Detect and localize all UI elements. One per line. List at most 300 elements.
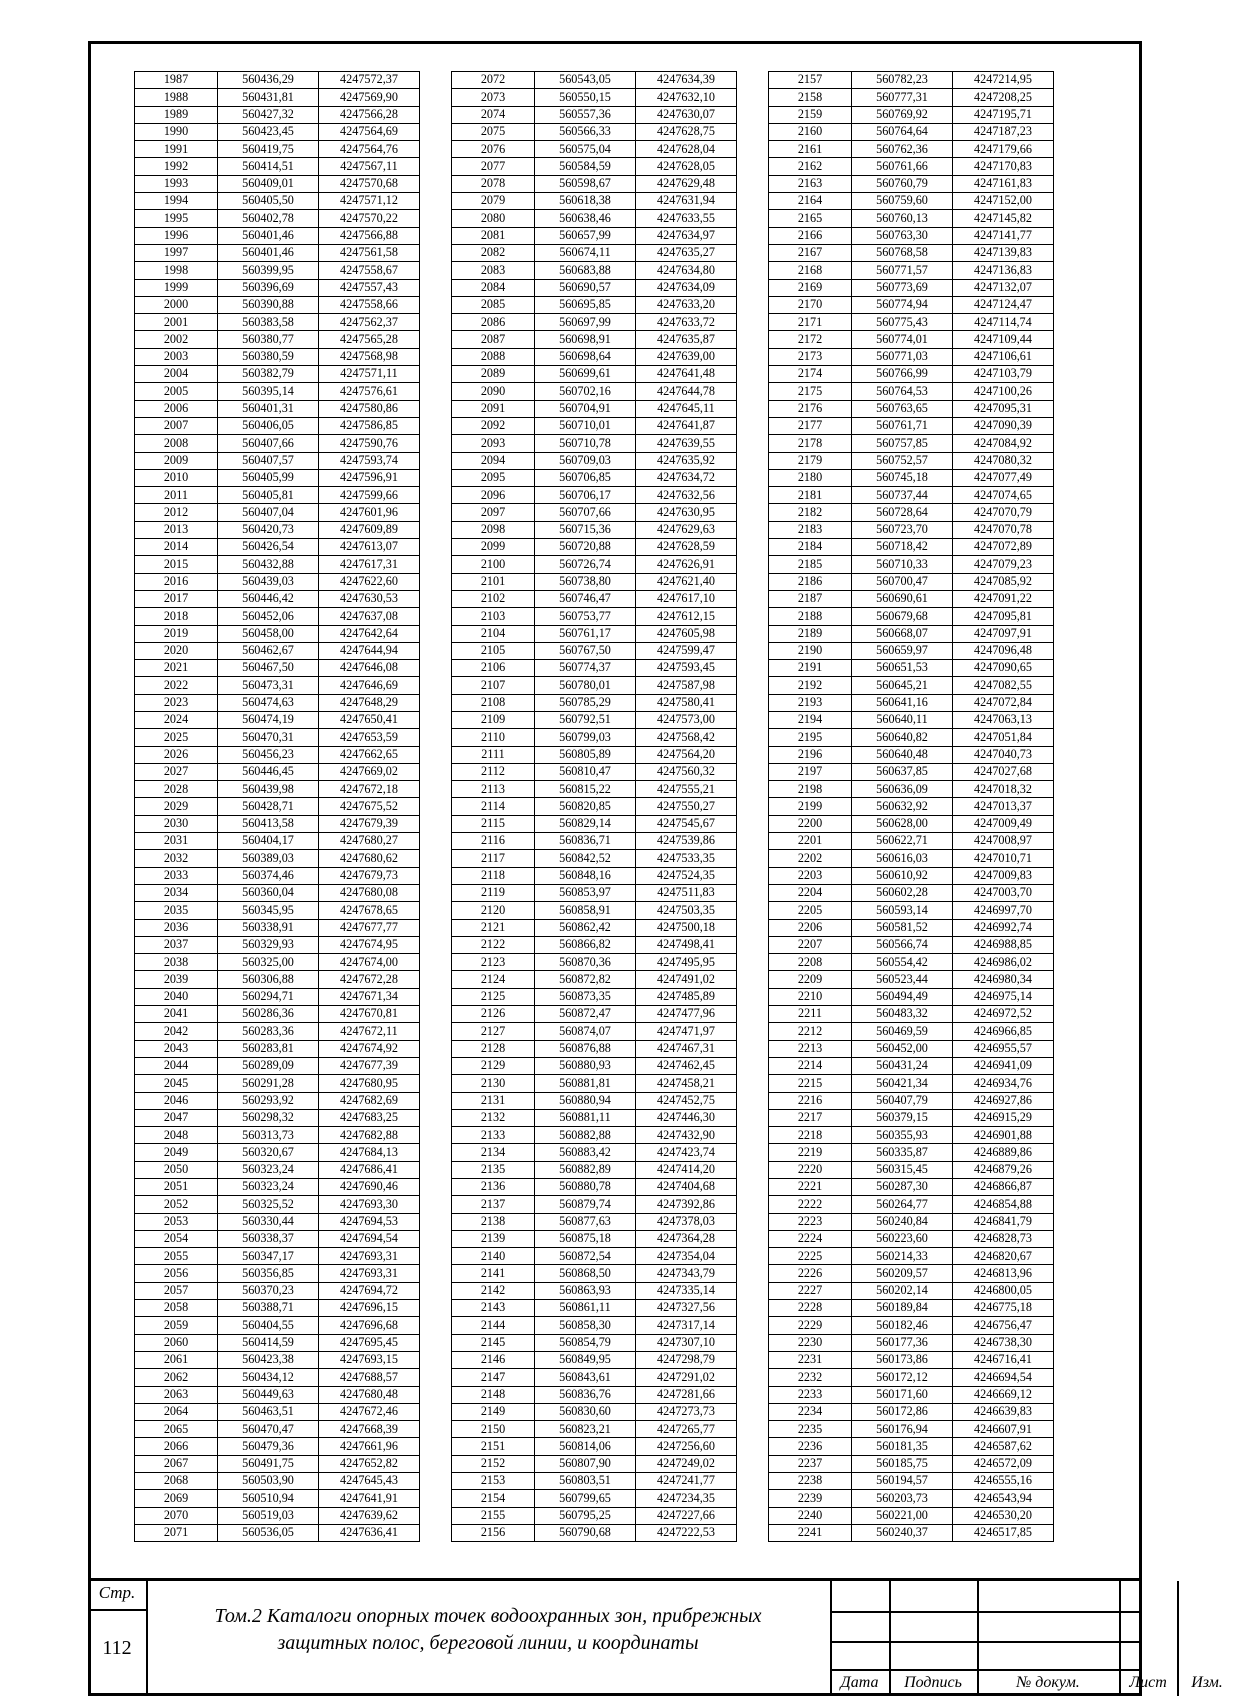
y-coordinate: 4247187,23: [953, 123, 1054, 140]
y-coordinate: 4246555,16: [953, 1473, 1054, 1490]
table-row: [135, 833, 420, 850]
point-number: 2183: [769, 521, 852, 538]
point-number: 2129: [452, 1057, 535, 1074]
x-coordinate: 560861,11: [535, 1300, 636, 1317]
x-coordinate: 560785,29: [535, 694, 636, 711]
y-coordinate: 4247557,43: [319, 279, 420, 296]
y-coordinate: 4247693,30: [319, 1196, 420, 1213]
x-coordinate: 560766,99: [852, 366, 953, 383]
table-row: [769, 1092, 1054, 1109]
x-coordinate: 560773,69: [852, 279, 953, 296]
point-number: 2180: [769, 469, 852, 486]
point-number: 2134: [452, 1144, 535, 1161]
table-row: [452, 1230, 737, 1247]
point-number: 2238: [769, 1473, 852, 1490]
point-number: 2051: [135, 1179, 218, 1196]
stamp-divider: [830, 1641, 1142, 1643]
table-row: [769, 1369, 1054, 1386]
y-coordinate: 4247009,83: [953, 867, 1054, 884]
point-number: 2133: [452, 1127, 535, 1144]
point-number: 1998: [135, 262, 218, 279]
table-row: [769, 1317, 1054, 1334]
page-label: Стр.: [98, 1583, 136, 1602]
table-row: [769, 193, 1054, 210]
y-coordinate: 4247693,31: [319, 1248, 420, 1265]
table-row: [135, 763, 420, 780]
table-row: [769, 988, 1054, 1005]
point-number: 1994: [135, 193, 218, 210]
x-coordinate: 560421,34: [852, 1075, 953, 1092]
x-coordinate: 560557,36: [535, 106, 636, 123]
point-number: 2171: [769, 314, 852, 331]
table-row: [135, 504, 420, 521]
x-coordinate: 560610,92: [852, 867, 953, 884]
x-coordinate: 560396,69: [218, 279, 319, 296]
table-row: [452, 123, 737, 140]
point-number: 2169: [769, 279, 852, 296]
y-coordinate: 4247634,72: [636, 469, 737, 486]
x-coordinate: 560862,42: [535, 919, 636, 936]
point-number: 2230: [769, 1334, 852, 1351]
x-coordinate: 560390,88: [218, 296, 319, 313]
table-row: [769, 469, 1054, 486]
y-coordinate: 4247635,92: [636, 452, 737, 469]
table-row: [135, 193, 420, 210]
point-number: 2157: [769, 72, 852, 89]
y-coordinate: 4247077,49: [953, 469, 1054, 486]
y-coordinate: 4247596,91: [319, 469, 420, 486]
y-coordinate: 4247674,92: [319, 1040, 420, 1057]
x-coordinate: 560814,06: [535, 1438, 636, 1455]
y-coordinate: 4247690,46: [319, 1179, 420, 1196]
x-coordinate: 560401,46: [218, 227, 319, 244]
table-row: [452, 262, 737, 279]
table-row: [135, 590, 420, 607]
table-row: [135, 1403, 420, 1420]
y-coordinate: 4247561,58: [319, 244, 420, 261]
point-number: 2022: [135, 677, 218, 694]
point-number: 2030: [135, 815, 218, 832]
y-coordinate: 4247679,39: [319, 815, 420, 832]
point-number: 2172: [769, 331, 852, 348]
point-number: 2054: [135, 1230, 218, 1247]
coordinates-table-1: [134, 71, 420, 1542]
y-coordinate: 4247214,95: [953, 72, 1054, 89]
y-coordinate: 4247680,27: [319, 833, 420, 850]
table-row: [135, 158, 420, 175]
table-row: [769, 279, 1054, 296]
x-coordinate: 560355,93: [852, 1127, 953, 1144]
y-coordinate: 4247639,00: [636, 348, 737, 365]
x-coordinate: 560697,99: [535, 314, 636, 331]
point-number: 2001: [135, 314, 218, 331]
table-row: [452, 1317, 737, 1334]
y-coordinate: 4247644,94: [319, 642, 420, 659]
table-row: [135, 89, 420, 106]
point-number: 2012: [135, 504, 218, 521]
point-number: 2101: [452, 573, 535, 590]
x-coordinate: 560177,36: [852, 1334, 953, 1351]
x-coordinate: 560345,95: [218, 902, 319, 919]
table-row: [452, 383, 737, 400]
table-row: [769, 400, 1054, 417]
y-coordinate: 4247694,72: [319, 1282, 420, 1299]
point-number: 2094: [452, 452, 535, 469]
y-coordinate: 4247599,66: [319, 487, 420, 504]
point-number: 2199: [769, 798, 852, 815]
point-number: 2173: [769, 348, 852, 365]
point-number: 2057: [135, 1282, 218, 1299]
point-number: 2167: [769, 244, 852, 261]
table-row: [452, 314, 737, 331]
y-coordinate: 4247500,18: [636, 919, 737, 936]
table-row: [452, 573, 737, 590]
table-row: [769, 1179, 1054, 1196]
y-coordinate: 4247628,04: [636, 141, 737, 158]
point-number: 2110: [452, 729, 535, 746]
point-number: 2065: [135, 1421, 218, 1438]
point-number: 2073: [452, 89, 535, 106]
point-number: 2201: [769, 833, 852, 850]
y-coordinate: 4247096,48: [953, 642, 1054, 659]
x-coordinate: 560761,17: [535, 625, 636, 642]
table-row: [769, 677, 1054, 694]
point-number: 2236: [769, 1438, 852, 1455]
table-row: [452, 244, 737, 261]
x-coordinate: 560876,88: [535, 1040, 636, 1057]
table-row: [452, 677, 737, 694]
x-coordinate: 560401,46: [218, 244, 319, 261]
y-coordinate: 4247635,87: [636, 331, 737, 348]
y-coordinate: 4247683,25: [319, 1109, 420, 1126]
table-row: [452, 746, 737, 763]
y-coordinate: 4247009,49: [953, 815, 1054, 832]
table-row: [135, 1248, 420, 1265]
y-coordinate: 4247327,56: [636, 1300, 737, 1317]
point-number: 2027: [135, 763, 218, 780]
x-coordinate: 560706,85: [535, 469, 636, 486]
point-number: 2136: [452, 1179, 535, 1196]
table-row: [452, 850, 737, 867]
table-row: [452, 210, 737, 227]
point-number: 2127: [452, 1023, 535, 1040]
x-coordinate: 560581,52: [852, 919, 953, 936]
table-row: [769, 1161, 1054, 1178]
point-number: 2214: [769, 1057, 852, 1074]
y-coordinate: 4247090,39: [953, 417, 1054, 434]
y-coordinate: 4247095,31: [953, 400, 1054, 417]
y-coordinate: 4247693,15: [319, 1351, 420, 1368]
stamp-divider: [88, 1609, 146, 1611]
table-row: [769, 1524, 1054, 1541]
table-row: [452, 971, 737, 988]
table-row: [135, 227, 420, 244]
y-coordinate: 4247545,67: [636, 815, 737, 832]
x-coordinate: 560879,74: [535, 1196, 636, 1213]
x-coordinate: 560194,57: [852, 1473, 953, 1490]
table-row: [769, 781, 1054, 798]
x-coordinate: 560439,98: [218, 781, 319, 798]
x-coordinate: 560189,84: [852, 1300, 953, 1317]
table-row: [135, 1455, 420, 1472]
point-number: 2241: [769, 1524, 852, 1541]
point-number: 2015: [135, 556, 218, 573]
table-row: [135, 1127, 420, 1144]
x-coordinate: 560338,37: [218, 1230, 319, 1247]
x-coordinate: 560182,46: [852, 1317, 953, 1334]
signature-header: Подпись: [904, 1674, 962, 1691]
x-coordinate: 560554,42: [852, 954, 953, 971]
x-coordinate: 560395,14: [218, 383, 319, 400]
y-coordinate: 4247633,72: [636, 314, 737, 331]
y-coordinate: 4247084,92: [953, 435, 1054, 452]
x-coordinate: 560690,61: [852, 590, 953, 607]
table-row: [769, 89, 1054, 106]
table-row: [452, 366, 737, 383]
table-row: [769, 1421, 1054, 1438]
table-row: [452, 1282, 737, 1299]
table-row: [135, 262, 420, 279]
x-coordinate: 560683,88: [535, 262, 636, 279]
point-number: 2156: [452, 1524, 535, 1541]
y-coordinate: 4247680,95: [319, 1075, 420, 1092]
point-number: 2187: [769, 590, 852, 607]
point-number: 2160: [769, 123, 852, 140]
y-coordinate: 4246572,09: [953, 1455, 1054, 1472]
table-row: [452, 556, 737, 573]
table-row: [452, 1092, 737, 1109]
table-row: [452, 331, 737, 348]
x-coordinate: 560264,77: [852, 1196, 953, 1213]
table-row: [452, 1455, 737, 1472]
x-coordinate: 560883,42: [535, 1144, 636, 1161]
point-number: 2144: [452, 1317, 535, 1334]
y-coordinate: 4247539,86: [636, 833, 737, 850]
y-coordinate: 4247364,28: [636, 1230, 737, 1247]
x-coordinate: 560782,23: [852, 72, 953, 89]
table-row: [452, 781, 737, 798]
table-row: [135, 1265, 420, 1282]
table-row: [452, 660, 737, 677]
table-row: [769, 936, 1054, 953]
table-row: [135, 746, 420, 763]
y-coordinate: 4246966,85: [953, 1023, 1054, 1040]
point-number: 2075: [452, 123, 535, 140]
point-number: 2112: [452, 763, 535, 780]
x-coordinate: 560768,58: [852, 244, 953, 261]
point-number: 2069: [135, 1490, 218, 1507]
table-row: [135, 1507, 420, 1524]
x-coordinate: 560698,91: [535, 331, 636, 348]
x-coordinate: 560880,78: [535, 1179, 636, 1196]
point-number: 2106: [452, 660, 535, 677]
x-coordinate: 560221,00: [852, 1507, 953, 1524]
x-coordinate: 560698,64: [535, 348, 636, 365]
x-coordinate: 560439,03: [218, 573, 319, 590]
point-number: 2031: [135, 833, 218, 850]
x-coordinate: 560836,71: [535, 833, 636, 850]
point-number: 2185: [769, 556, 852, 573]
y-coordinate: 4247550,27: [636, 798, 737, 815]
table-row: [452, 1334, 737, 1351]
table-row: [769, 383, 1054, 400]
x-coordinate: 560699,61: [535, 366, 636, 383]
y-coordinate: 4246813,96: [953, 1265, 1054, 1282]
point-number: 2232: [769, 1369, 852, 1386]
table-row: [769, 919, 1054, 936]
y-coordinate: 4247634,80: [636, 262, 737, 279]
table-row: [452, 1403, 737, 1420]
table-row: [452, 193, 737, 210]
table-row: [769, 625, 1054, 642]
y-coordinate: 4246607,91: [953, 1421, 1054, 1438]
table-row: [135, 1213, 420, 1230]
table-row: [769, 487, 1054, 504]
x-coordinate: 560566,74: [852, 936, 953, 953]
y-coordinate: 4247593,74: [319, 452, 420, 469]
point-number: 2038: [135, 954, 218, 971]
point-number: 2168: [769, 262, 852, 279]
point-number: 2016: [135, 573, 218, 590]
point-number: 2099: [452, 539, 535, 556]
x-coordinate: 560702,16: [535, 383, 636, 400]
x-coordinate: 560473,31: [218, 677, 319, 694]
table-row: [452, 642, 737, 659]
point-number: 2161: [769, 141, 852, 158]
x-coordinate: 560523,44: [852, 971, 953, 988]
point-number: 2181: [769, 487, 852, 504]
x-coordinate: 560452,06: [218, 608, 319, 625]
y-coordinate: 4247018,32: [953, 781, 1054, 798]
point-number: 2085: [452, 296, 535, 313]
x-coordinate: 560283,81: [218, 1040, 319, 1057]
y-coordinate: 4247152,00: [953, 193, 1054, 210]
table-row: [452, 1421, 737, 1438]
document-title-line-2: защитных полос, береговой линии, и координаты: [277, 1632, 699, 1654]
y-coordinate: 4246639,83: [953, 1403, 1054, 1420]
point-number: 2120: [452, 902, 535, 919]
table-row: [769, 746, 1054, 763]
point-number: 2025: [135, 729, 218, 746]
table-row: [135, 1369, 420, 1386]
x-coordinate: 560640,11: [852, 711, 953, 728]
y-coordinate: 4247612,15: [636, 608, 737, 625]
x-coordinate: 560474,63: [218, 694, 319, 711]
y-coordinate: 4247628,59: [636, 539, 737, 556]
table-row: [769, 1213, 1054, 1230]
table-row: [135, 487, 420, 504]
y-coordinate: 4247672,18: [319, 781, 420, 798]
x-coordinate: 560616,03: [852, 850, 953, 867]
table-row: [769, 348, 1054, 365]
point-number: 2095: [452, 469, 535, 486]
x-coordinate: 560651,53: [852, 660, 953, 677]
table-row: [135, 936, 420, 953]
point-number: 2091: [452, 400, 535, 417]
table-row: [769, 262, 1054, 279]
y-coordinate: 4247573,00: [636, 711, 737, 728]
point-number: 2013: [135, 521, 218, 538]
y-coordinate: 4247265,77: [636, 1421, 737, 1438]
table-row: [769, 1057, 1054, 1074]
table-row: [769, 1265, 1054, 1282]
x-coordinate: 560360,04: [218, 884, 319, 901]
y-coordinate: 4247680,08: [319, 884, 420, 901]
y-coordinate: 4247074,65: [953, 487, 1054, 504]
point-number: 2096: [452, 487, 535, 504]
x-coordinate: 560843,61: [535, 1369, 636, 1386]
x-coordinate: 560306,88: [218, 971, 319, 988]
y-coordinate: 4247564,20: [636, 746, 737, 763]
y-coordinate: 4247642,64: [319, 625, 420, 642]
point-number: 2128: [452, 1040, 535, 1057]
y-coordinate: 4246941,09: [953, 1057, 1054, 1074]
x-coordinate: 560645,21: [852, 677, 953, 694]
table-row: [769, 106, 1054, 123]
x-coordinate: 560761,71: [852, 417, 953, 434]
x-coordinate: 560173,86: [852, 1351, 953, 1368]
x-coordinate: 560777,31: [852, 89, 953, 106]
document-number-header: № докум.: [1016, 1674, 1080, 1691]
x-coordinate: 560407,66: [218, 435, 319, 452]
point-number: 2206: [769, 919, 852, 936]
x-coordinate: 560446,45: [218, 763, 319, 780]
point-number: 2209: [769, 971, 852, 988]
x-coordinate: 560389,03: [218, 850, 319, 867]
table-row: [769, 72, 1054, 89]
y-coordinate: 4247586,85: [319, 417, 420, 434]
point-number: 2008: [135, 435, 218, 452]
point-number: 2082: [452, 244, 535, 261]
sheet-header: Лист: [1129, 1674, 1167, 1691]
table-row: [135, 469, 420, 486]
table-row: [135, 1161, 420, 1178]
y-coordinate: 4247688,57: [319, 1369, 420, 1386]
y-coordinate: 4247648,29: [319, 694, 420, 711]
coordinates-table-3: [768, 71, 1054, 1542]
point-number: 2148: [452, 1386, 535, 1403]
x-coordinate: 560805,89: [535, 746, 636, 763]
table-row: [769, 1386, 1054, 1403]
point-number: 2165: [769, 210, 852, 227]
stamp-divider: [830, 1669, 1142, 1671]
point-number: 2222: [769, 1196, 852, 1213]
table-row: [135, 452, 420, 469]
x-coordinate: 560873,35: [535, 988, 636, 1005]
x-coordinate: 560536,05: [218, 1524, 319, 1541]
table-row: [135, 296, 420, 313]
x-coordinate: 560356,85: [218, 1265, 319, 1282]
point-number: 2158: [769, 89, 852, 106]
y-coordinate: 4246988,85: [953, 936, 1054, 953]
x-coordinate: 560423,45: [218, 123, 319, 140]
y-coordinate: 4247471,97: [636, 1023, 737, 1040]
table-row: [769, 798, 1054, 815]
document-title-line-1: Том.2 Каталоги опорных точек водоохранных зон, прибрежных: [214, 1605, 762, 1627]
y-coordinate: 4247630,07: [636, 106, 737, 123]
table-row: [769, 1507, 1054, 1524]
point-number: 2226: [769, 1265, 852, 1282]
y-coordinate: 4247679,73: [319, 867, 420, 884]
point-number: 2194: [769, 711, 852, 728]
point-number: 2234: [769, 1403, 852, 1420]
table-row: [452, 348, 737, 365]
point-number: 2050: [135, 1161, 218, 1178]
point-number: 2218: [769, 1127, 852, 1144]
point-number: 1990: [135, 123, 218, 140]
point-number: 2164: [769, 193, 852, 210]
table-row: [135, 798, 420, 815]
